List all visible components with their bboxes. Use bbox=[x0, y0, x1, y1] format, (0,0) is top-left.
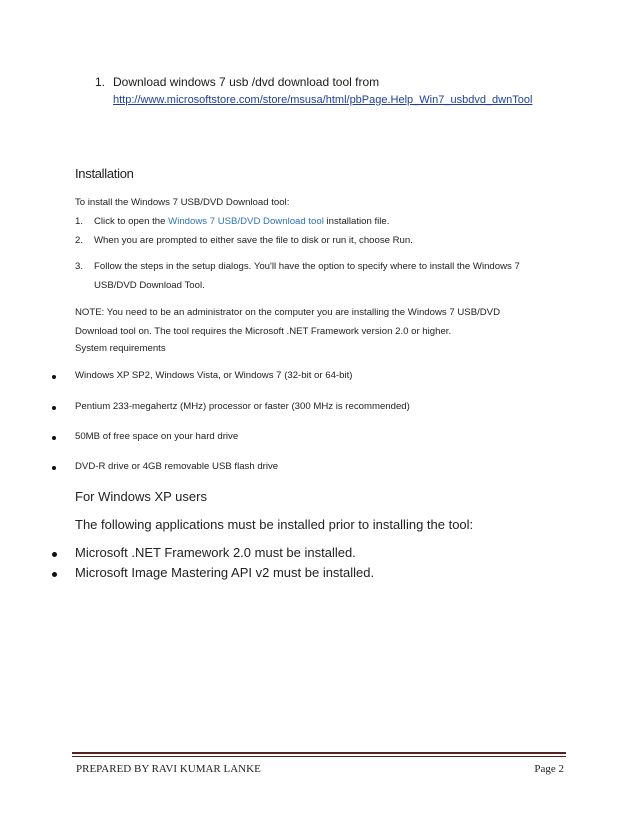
step-text: installation file. bbox=[323, 216, 390, 227]
download-url-link[interactable]: http://www.microsoftstore.com/store/msusa/html/pbPage.Help_Win7_usbdvd_dwnTool bbox=[113, 94, 533, 106]
install-step-1 bbox=[94, 216, 389, 227]
bullet-icon bbox=[52, 572, 57, 577]
requirement-item: DVD-R drive or 4GB removable USB flash drive bbox=[75, 461, 279, 472]
bullet-icon bbox=[52, 375, 56, 379]
bullet-icon bbox=[52, 466, 56, 470]
footer-divider-thin bbox=[72, 756, 566, 757]
step-text: Click to open the bbox=[94, 216, 169, 227]
install-step-2: When you are prompted to either save the file to disk or run it, choose Run. bbox=[94, 235, 413, 246]
xp-requirement-item: Microsoft Image Mastering API v2 must be installed. bbox=[75, 565, 375, 580]
note-line-2: Download tool on. The tool requires the Microsoft .NET Framework version 2.0 or higher. bbox=[75, 326, 452, 337]
xp-requirement-item: Microsoft .NET Framework 2.0 must be installed. bbox=[75, 545, 356, 560]
requirement-item: Pentium 233-megahertz (MHz) processor or faster (300 MHz is recommended) bbox=[75, 401, 410, 412]
install-step-3-line1: Follow the steps in the setup dialogs. You'll have the option to specify where to install the Windows 7 bbox=[94, 261, 520, 272]
install-step-3-line2: USB/DVD Download Tool. bbox=[94, 280, 205, 291]
footer-author: PREPARED BY RAVI KUMAR LANKE bbox=[76, 763, 261, 775]
step-number: 3. bbox=[75, 261, 84, 272]
install-intro: To install the Windows 7 USB/DVD Download tool: bbox=[75, 197, 290, 208]
page-number: Page 2 bbox=[534, 763, 564, 775]
usb-dvd-tool-link[interactable]: Windows 7 USB/DVD Download tool bbox=[168, 216, 324, 227]
list-number: 1. bbox=[95, 75, 106, 89]
xp-users-heading: For Windows XP users bbox=[75, 489, 207, 504]
requirement-item: Windows XP SP2, Windows Vista, or Windows 7 (32-bit or 64-bit) bbox=[75, 370, 353, 381]
step-number: 2. bbox=[75, 235, 84, 246]
xp-intro: The following applications must be installed prior to installing the tool: bbox=[75, 517, 474, 532]
download-instruction: Download windows 7 usb /dvd download tool from bbox=[113, 75, 380, 89]
requirement-item: 50MB of free space on your hard drive bbox=[75, 431, 239, 442]
installation-heading: Installation bbox=[75, 166, 134, 181]
note-line-1: NOTE: You need to be an administrator on the computer you are installing the Windows 7 USB/DVD bbox=[75, 307, 501, 318]
step-number: 1. bbox=[75, 216, 84, 227]
system-requirements-title: System requirements bbox=[75, 343, 166, 354]
footer-divider bbox=[72, 752, 566, 754]
bullet-icon bbox=[52, 406, 56, 410]
bullet-icon bbox=[52, 552, 57, 557]
bullet-icon bbox=[52, 436, 56, 440]
